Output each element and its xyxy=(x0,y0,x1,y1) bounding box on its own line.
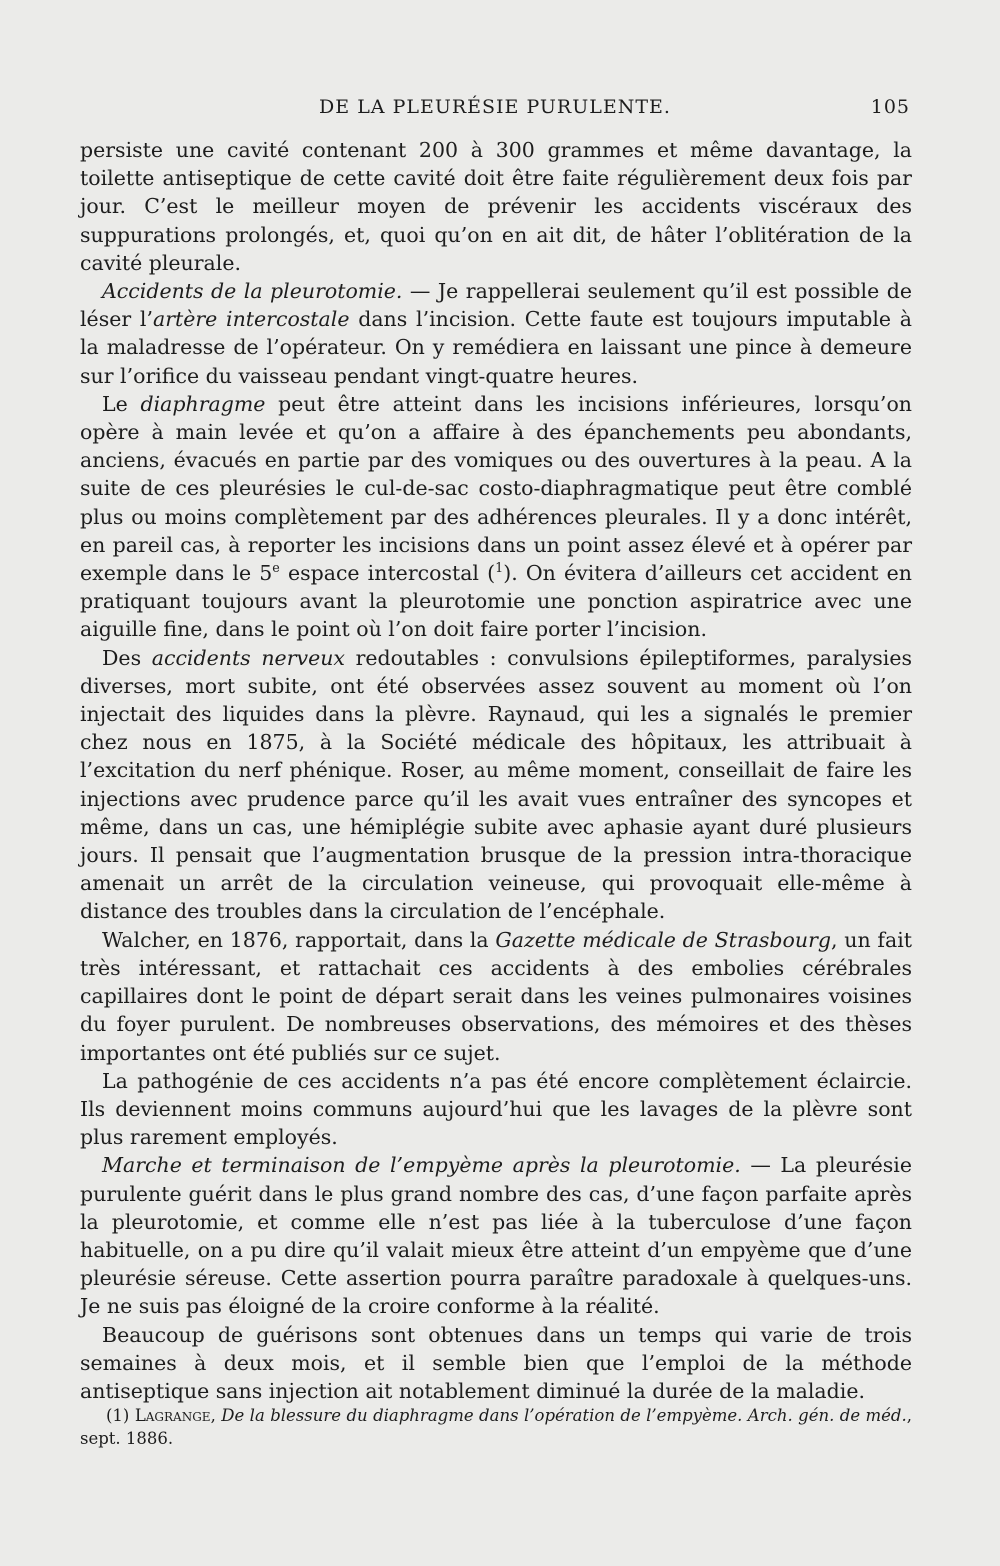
paragraph: Le diaphragme peut être atteint dans les incisions inférieures, lorsqu’on opère à main levée et qu’on a affaire à des épanchements peu abondants, anciens, évacués en partie par des vomiques ou des ouvertures à la peau. A la suite de ces pleurésies le cul-de-sac costo-diaphragmatique peut être comblé plus ou moins complètement par des adhérences pleurales. Il y a donc intérêt, en pareil cas, à reporter les incisions dans un point assez élevé et à opérer par exemple dans le 5e espace intercostal ($^1$). On évitera d’ailleurs cet accident en pratiquant toujours avant la pleurotomie une ponction aspiratrice avec une aiguille fine, dans le point où l’on doit faire porter l’incision. xyxy=(80,391,912,642)
page-header xyxy=(80,96,910,126)
paragraph: Walcher, en 1876, rapportait, dans la Gazette médicale de Strasbourg, un fait très intéressant, et rattachait ces accidents à des embolies cérébrales capillaires dont le point de départ serait dans les veines pulmonaires voisines du foyer purulent. De nombreuses observations, des mémoires et des thèses importantes ont été publiés sur ce sujet. xyxy=(80,927,913,1065)
footnote: (1) Lagrange, De la blessure du diaphragme dans l’opération de l’empyème. Arch. gén. de méd., sept. 1886. xyxy=(80,1406,912,1448)
body-text xyxy=(80,136,912,1405)
section-heading: Accidents de la pleurotomie. xyxy=(102,279,403,304)
paragraph: La pathogénie de ces accidents n’a pas été encore complètement éclaircie. Ils deviennent moins communs aujourd’hui que les lavages de la plèvre sont plus rarement employés. xyxy=(80,1068,912,1150)
footnote-author: Lagrange xyxy=(134,1406,211,1425)
footnote-reference: 1 xyxy=(495,560,504,576)
page-number: 105 xyxy=(870,96,910,118)
running-title: DE LA PLEURÉSIE PURULENTE. xyxy=(319,96,671,118)
paragraph: Des accidents nerveux redoutables : convulsions épileptiformes, paralysies diverses, mort subite, ont été observées assez souvent au moment où l’on injectait des liquides dans la plèvre. Raynaud, qui les a signalés le premier chez nous en 1875, à la Société médicale des hôpitaux, les attribuait à l’excitation du nerf phénique. Roser, au même moment, conseillait de faire les injections avec prudence parce qu’il les avait vues entraîner des syncopes et même, dans un cas, une hémiplégie subite avec aphasie ayant duré plusieurs jours. Il pensait que l’augmentation brusque de la pression intra-thoracique amenait un arrêt de la circulation veineuse, qui provoquait elle-même à distance des troubles dans la circulation de l’encéphale. xyxy=(80,645,913,924)
paragraph: persiste une cavité contenant 200 à 300 grammes et même davantage, la toilette antiseptique de cette cavité doit être faite régulièrement deux fois par jour. C’est le meilleur moyen de prévenir les accidents viscéraux des suppurations prolongés, et, quoi qu’on en ait dit, de hâter l’oblitération de la cavité pleurale. xyxy=(80,138,912,275)
paragraph: Accidents de la pleurotomie. — Je rappellerai seulement qu’il est possible de léser l’artère intercostale dans l’incision. Cette faute est toujours imputable à la maladresse de l’opérateur. On y remédiera en laissant une pince à demeure sur l’orifice du vaisseau pendant vingt-quatre heures. xyxy=(80,279,913,388)
section-heading: Marche et terminaison de l’empyème après la pleurotomie. xyxy=(102,1153,741,1178)
paragraph: Marche et terminaison de l’empyème après la pleurotomie. — La pleurésie purulente guérit dans le plus grand nombre des cas, d’une façon parfaite après la pleurotomie, et comme elle n’est pas liée à la tuberculose d’une façon habituelle, on a pu dire qu’il valait mieux être atteint d’un empyème que d’une pleurésie séreuse. Cette assertion pourra paraître paradoxale à quelques-uns. Je ne suis pas éloigné de la croire conforme à la réalité. xyxy=(80,1153,912,1319)
paragraph: Beaucoup de guérisons sont obtenues dans un temps qui varie de trois semaines à deux mois, et il semble bien que l’emploi de la méthode antiseptique sans injection ait notablement diminué la durée de la maladie. xyxy=(80,1322,912,1403)
